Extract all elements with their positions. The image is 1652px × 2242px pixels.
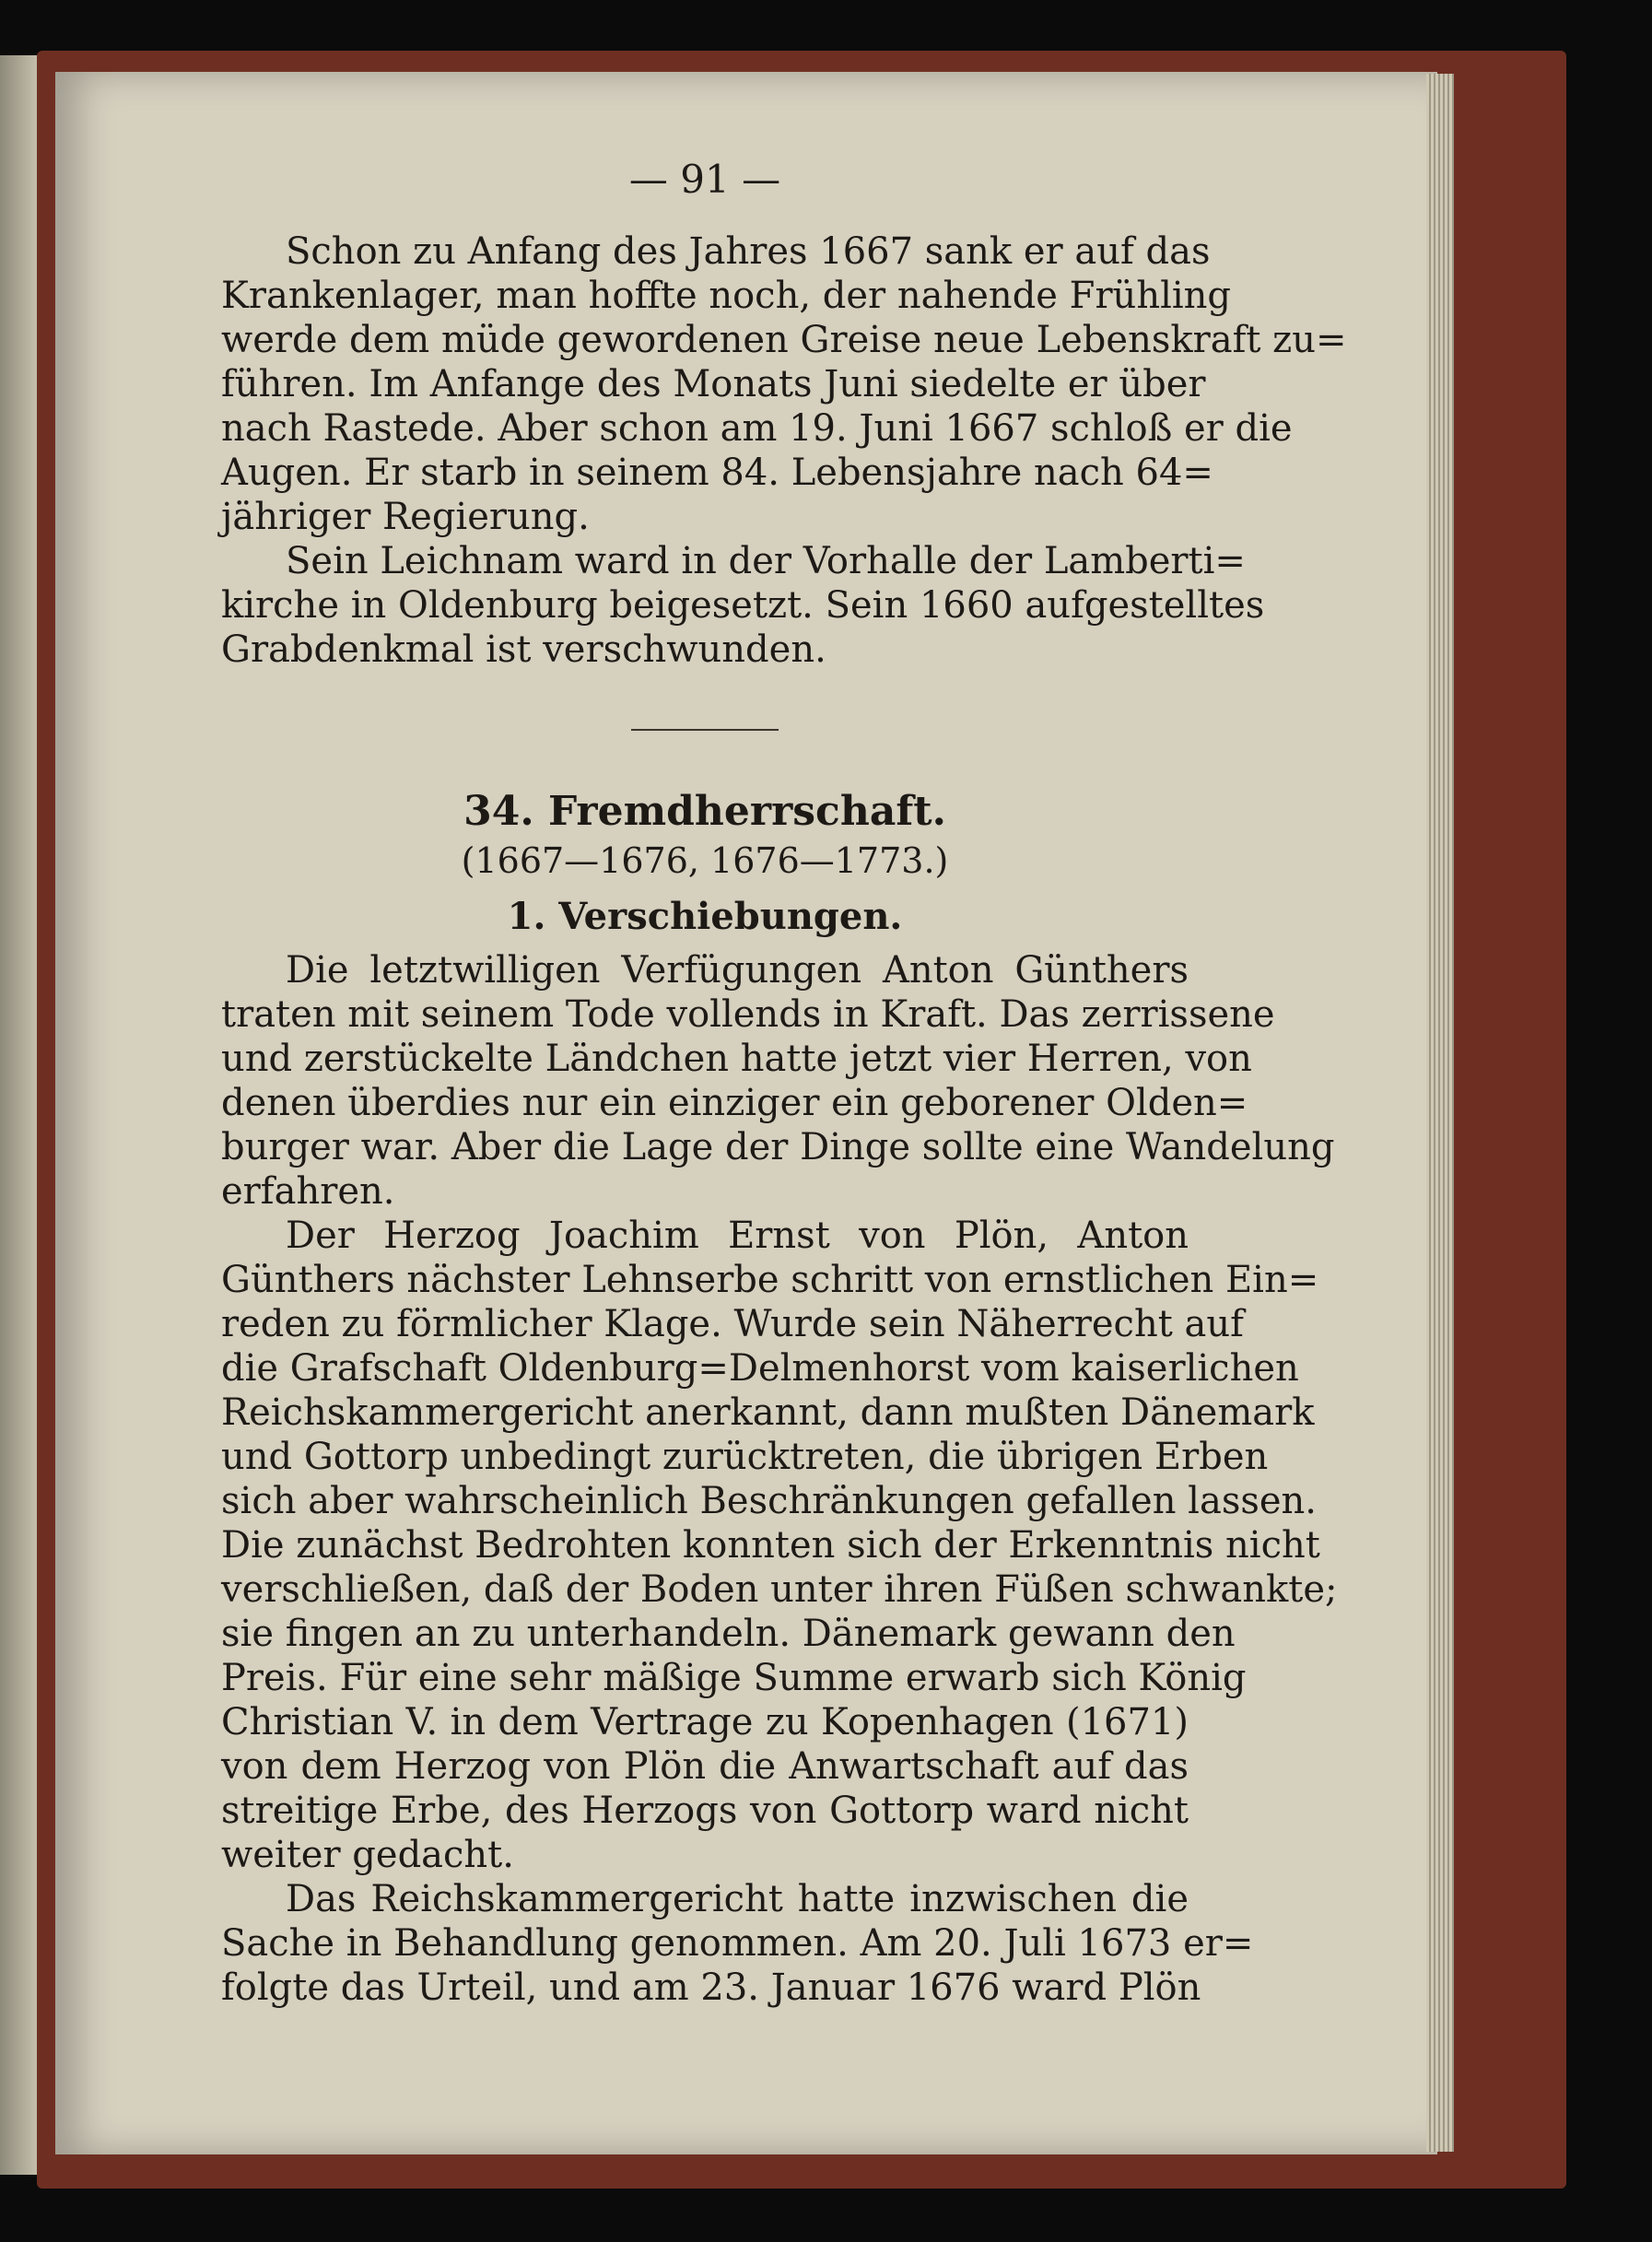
text-line: Die zunächst Bedrohten konnten sich der Erkenntnis nicht — [221, 1524, 1320, 1567]
text-line: traten mit seinem Tode vollends in Kraft. Das zerrissene — [221, 993, 1275, 1036]
text-line: Günthers nächster Lehnserbe schritt von ernstlichen Ein= — [221, 1259, 1319, 1301]
text-line: von dem Herzog von Plön die Anwartschaft auf das — [221, 1745, 1189, 1788]
text-line: burger war. Aber die Lage der Dinge sollte eine Wandelung — [221, 1126, 1335, 1168]
text-line: verschließen, daß der Boden unter ihren Füßen schwankte; — [221, 1568, 1338, 1611]
page-number: — 91 — — [628, 157, 781, 202]
page-text — [221, 157, 1347, 2010]
text-line: die Grafschaft Oldenburg=Delmenhorst vom kaiserlichen — [221, 1347, 1299, 1390]
text-line: Der Herzog Joachim Ernst von Plön, Anton — [286, 1215, 1189, 1257]
text-line: Sache in Behandlung genommen. Am 20. Juli 1673 er= — [221, 1922, 1254, 1965]
text-line: kirche in Oldenburg beigesetzt. Sein 1660 aufgestelltes — [221, 584, 1265, 627]
text-line: und Gottorp unbedingt zurücktreten, die übrigen Erben — [221, 1436, 1269, 1478]
text-line: sie fingen an zu unterhandeln. Dänemark gewann den — [221, 1613, 1236, 1655]
text-line: Das Reichskammergericht hatte inzwischen die — [286, 1878, 1189, 1920]
text-line: erfahren. — [221, 1170, 395, 1213]
text-line: Sein Leichnam ward in der Vorhalle der Lamberti= — [286, 540, 1246, 582]
text-line: nach Rastede. Aber schon am 19. Juni 1667 schloß er die — [221, 407, 1293, 450]
text-line: führen. Im Anfange des Monats Juni siedelte er über — [221, 363, 1206, 405]
text-line: Reichskammergericht anerkannt, dann mußten Dänemark — [221, 1391, 1315, 1434]
text-line: und zerstückelte Ländchen hatte jetzt vier Herren, von — [221, 1038, 1252, 1080]
text-line: sich aber wahrscheinlich Beschränkungen gefallen lassen. — [221, 1480, 1318, 1522]
top-paragraphs — [221, 229, 1347, 672]
text-line: Schon zu Anfang des Jahres 1667 sank er auf das — [286, 230, 1211, 273]
text-line: reden zu förmlicher Klage. Wurde sein Näherrecht auf — [221, 1303, 1244, 1345]
bottom-paragraphs — [221, 948, 1338, 2010]
text-line: Christian V. in dem Vertrage zu Kopenhagen (1671) — [221, 1701, 1189, 1743]
text-line: Augen. Er starb in seinem 84. Lebensjahre nach 64= — [221, 452, 1213, 494]
page-edges — [1426, 74, 1454, 2152]
text-line: Die letztwilligen Verfügungen Anton Günthers — [286, 949, 1189, 992]
chapter-heading: 34. Fremdherrschaft. — [463, 788, 946, 835]
text-line: denen überdies nur ein einziger ein geborener Olden= — [221, 1082, 1248, 1124]
text-line: Preis. Für eine sehr mäßige Summe erwarb sich König — [221, 1657, 1247, 1699]
text-line: Krankenlager, man hoffte noch, der nahende Frühling — [221, 275, 1232, 317]
text-line: weiter gedacht. — [221, 1834, 514, 1876]
text-line: Grabdenkmal ist verschwunden. — [221, 628, 826, 671]
text-line: werde dem müde gewordenen Greise neue Lebenskraft zu= — [221, 319, 1347, 361]
text-line: streitige Erbe, des Herzogs von Gottorp ward nicht — [221, 1790, 1189, 1832]
section-divider — [631, 729, 779, 731]
text-line: folgte das Urteil, und am 23. Januar 1676 ward Plön — [221, 1966, 1201, 2009]
section-heading: 1. Verschiebungen. — [507, 895, 903, 938]
chapter-dates: (1667—1676, 1676—1773.) — [461, 840, 949, 881]
text-line: jähriger Regierung. — [221, 496, 590, 538]
